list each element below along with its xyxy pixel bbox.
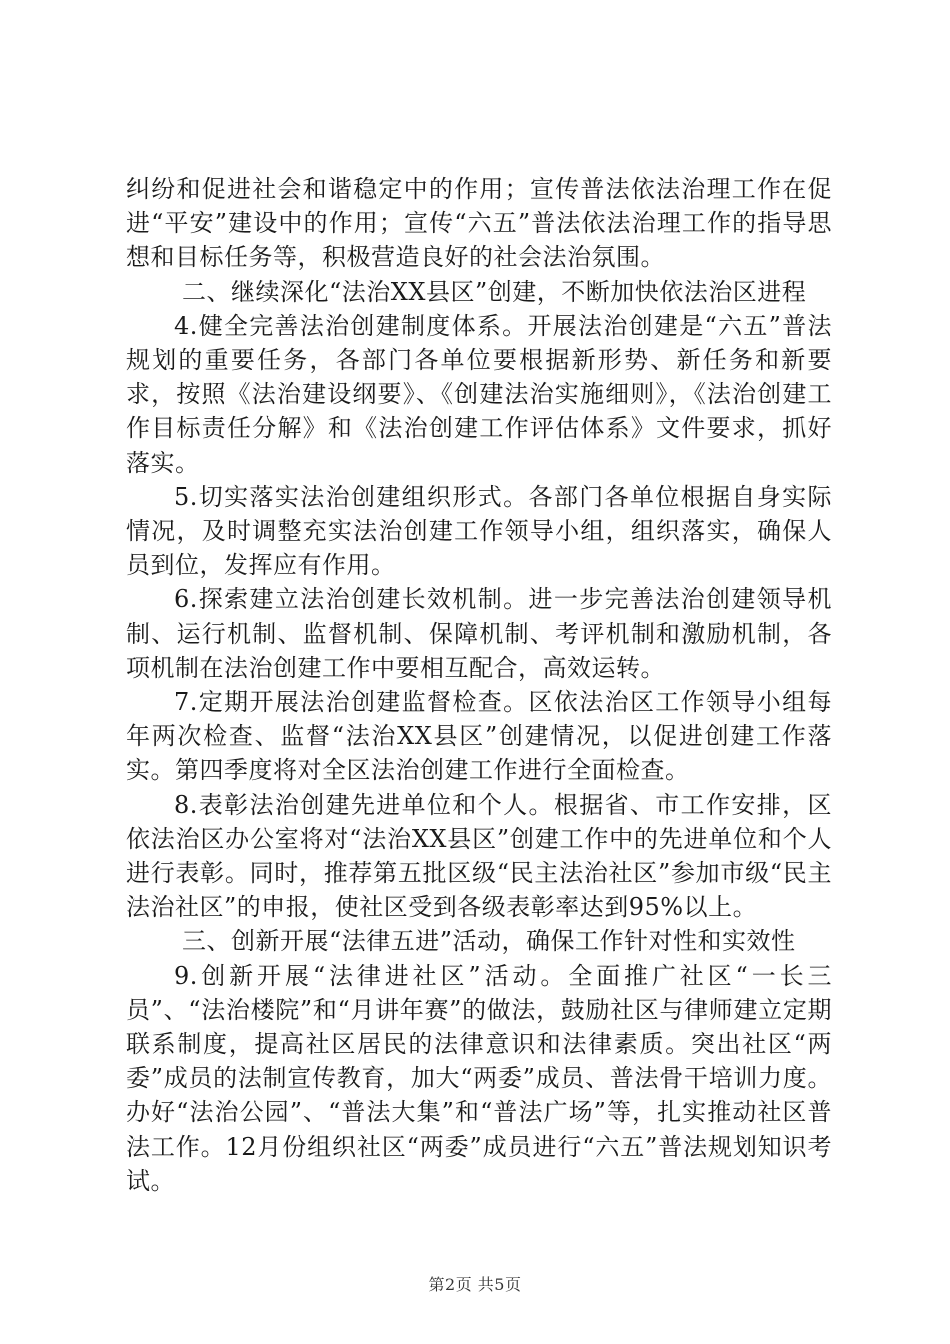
section-heading-2: 二、继续深化“法治XX县区”创建，不断加快依法治区进程 [182,277,807,306]
paragraph-item-4: 4.健全完善法治创建制度体系。开展法治创建是“六五”普法规划的重要任务，各部门各单位要根据新形势、新任务和新要求，按照《法治建设纲要》、《创建法治实施细则》，《法治创建工作目标责任分解》和《法治创建工作评估体系》文件要求，抓好落实。 [126,311,832,477]
page-number-footer: 第2页 共5页 [428,1275,522,1294]
paragraph-item-5: 5.切实落实法治创建组织形式。各部门各单位根据自身实际情况，及时调整充实法治创建工作领导小组，组织落实，确保人员到位，发挥应有作用。 [126,482,832,580]
document-body [126,172,832,1198]
paragraph-item-7: 7.定期开展法治创建监督检查。区依法治区工作领导小组每年两次检查、监督“法治XX县区”创建情况，以促进创建工作落实。第四季度将对全区法治创建工作进行全面检查。 [126,688,832,785]
section-heading-3: 三、创新开展“法律五进”活动，确保工作针对性和实效性 [182,927,796,956]
paragraph-item-9: 9.创新开展“法律进社区”活动。全面推广社区“一长三员”、“法治楼院”和“月讲年赛”的做法，鼓励社区与律师建立定期联系制度，提高社区居民的法律意识和法律素质。突出社区“两委”成员的法制宣传教育，加大“两委”成员、普法骨干培训力度。办好“法治公园”、“普法大集”和“普法广场”等，扎实推动社区普法工作。12月份组织社区“两委”成员进行“六五”普法规划知识考试。 [126,961,832,1195]
paragraph-item-8: 8.表彰法治创建先进单位和个人。根据省、市工作安排，区依法治区办公室将对“法治XX县区”创建工作中的先进单位和个人进行表彰。同时，推荐第五批区级“民主法治社区”参加市级“民主法治社区”的申报，使社区受到各级表彰率达到95%以上。 [126,790,832,922]
paragraph-item-6: 6.探索建立法治创建长效机制。进一步完善法治创建领导机制、运行机制、监督机制、保障机制、考评机制和激励机制，各项机制在法治创建工作中要相互配合，高效运转。 [126,585,832,682]
paragraph-continuation: 纠纷和促进社会和谐稳定中的作用；宣传普法依法治理工作在促进“平安”建设中的作用；宣传“六五”普法依法治理工作的指导思想和目标任务等，积极营造良好的社会法治氛围。 [126,175,832,272]
